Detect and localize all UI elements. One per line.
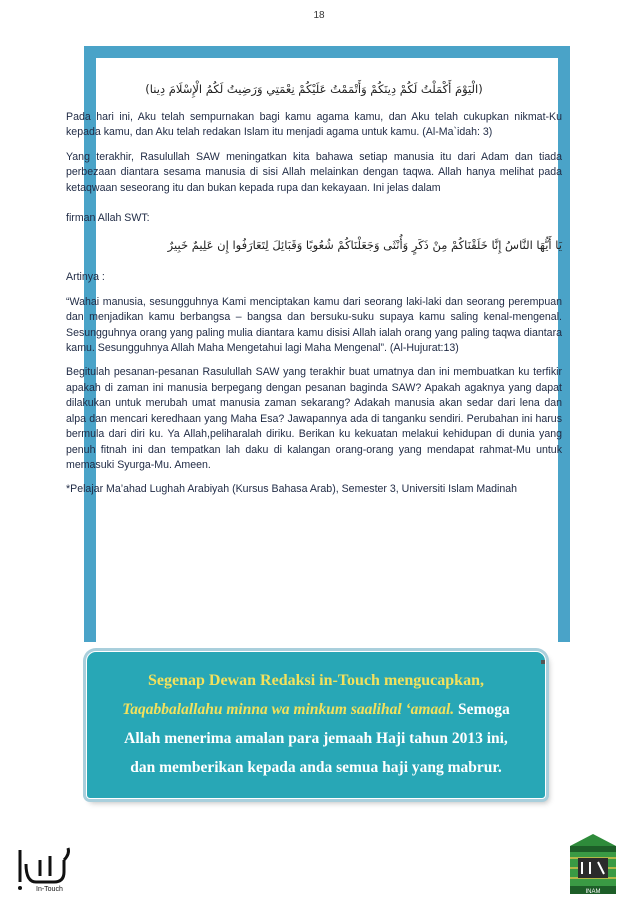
logo-right-caption: INAM [585, 889, 601, 895]
paragraph-translation-1: Pada hari ini, Aku telah sempurnakan bagi kamu agama kamu, dan Aku telah cukupkan nikmat-Ku kepada kamu, dan Aku telah redakan Islam itu menjadi agama untuk kamu. (Al-Ma`idah: 3) [66, 111, 562, 139]
in-touch-logo-icon [14, 842, 74, 892]
banner-title: Segenap Dewan Redaksi in-Touch mengucapkan, [148, 672, 484, 689]
banner-corner-mark [541, 660, 545, 664]
greeting-banner [86, 651, 546, 799]
page-number: 18 [313, 10, 325, 21]
inam-logo [560, 828, 626, 900]
paragraph-2: Yang terakhir, Rasulullah SAW meningatkan kita bahawa setiap manusia itu dari Adam dan tiada perbezaan diantara sesama manusia di sisi Allah melainkan dengan taqwa. Allah hanya melihat pada ketaqwaan seseorang itu dan bukan kepada rupa dan kekayaan. Ini jelas dalam [66, 150, 562, 194]
inam-logo-icon [560, 828, 626, 900]
quran-verse-al-hujurat: يَا أَيُّهَا النَّاسُ إِنَّا خَلَقْنَاكُمْ مِنْ ذَكَرٍ وَأُنْثَى وَجَعَلْنَاكُمْ شُعُوبًا وَقَبَائِلَ لِتَعَارَفُوا إِن عَلِيمٌ خَبِيرٌ [167, 238, 562, 253]
logo-left-caption: In-Touch [36, 886, 63, 892]
banner-line-4: dan memberikan kepada anda semua haji yang mabrur. [130, 759, 502, 776]
banner-line-2-rest: Semoga [458, 701, 510, 718]
author-note: *Pelajar Ma’ahad Lughah Arabiyah (Kursus Bahasa Arab), Semester 3, Universiti Islam Madinah [66, 483, 518, 496]
banner-line-2-italic: Taqabbalallahu minna wa minkum saalihal ‘amaal. [122, 701, 455, 718]
paragraph-5: Begitulah pesanan-pesanan Rasulullah SAW yang terakhir buat umatnya dan ini membuatkan ku terfikir apakah di zaman ini manusia berpegang dengan pesanan baginda SAW? Apakah agaknya yang dapat dilakukan untuk merubah umat manusia zaman sekarang? Adakah manusia akan sedar dari lena dan alpa dan mencari keredhaan yang Maha Esa? Jawapannya ada di tanganku sendiri. Perubahan ini harus bermula dari diri ku. Ya Allah,peliharalah diriku. Berikan ku kekuatan melakui kehidupan di dunia yang penuh fitnah ini dan tempatkan lah daku di kalangan orang-orang yang mendapat rahmat-Mu untuk memasuki Syurga-Mu. Ameen. [66, 366, 562, 471]
article-body [66, 80, 562, 507]
paragraph-3: firman Allah SWT: [66, 212, 150, 225]
quran-verse-al-maidah: (الْيَوْمَ أَكْمَلْتُ لَكُمْ دِينَكُمْ وَأَتْمَمْتُ عَلَيْكُمْ نِعْمَتِي وَرَضِيتُ لَكُمُ الْإِسْلَامَ دِينا) [145, 82, 483, 96]
artinya-label: Artinya : [66, 271, 105, 284]
banner-line-2 [87, 695, 545, 724]
frame-top-bar [84, 46, 570, 58]
in-touch-logo [14, 842, 74, 892]
banner-line-3: Allah menerima amalan para jemaah Haji tahun 2013 ini, [124, 730, 508, 747]
paragraph-translation-2: “Wahai manusia, sesungguhnya Kami menciptakan kamu dari seorang laki-laki dan seorang perempuan dan menjadikan kamu berbangsa – bangsa dan bersuku-suku supaya kamu saling kenal-mengenal. Sesungguhnya orang yang paling mulia diantara kamu disisi Allah ialah orang yang paling taqwa diantara kamu. Sesungguhnya Allah Maha Mengetahui lagi Maha Mengenal”. (Al-Hujurat:13) [66, 295, 562, 355]
